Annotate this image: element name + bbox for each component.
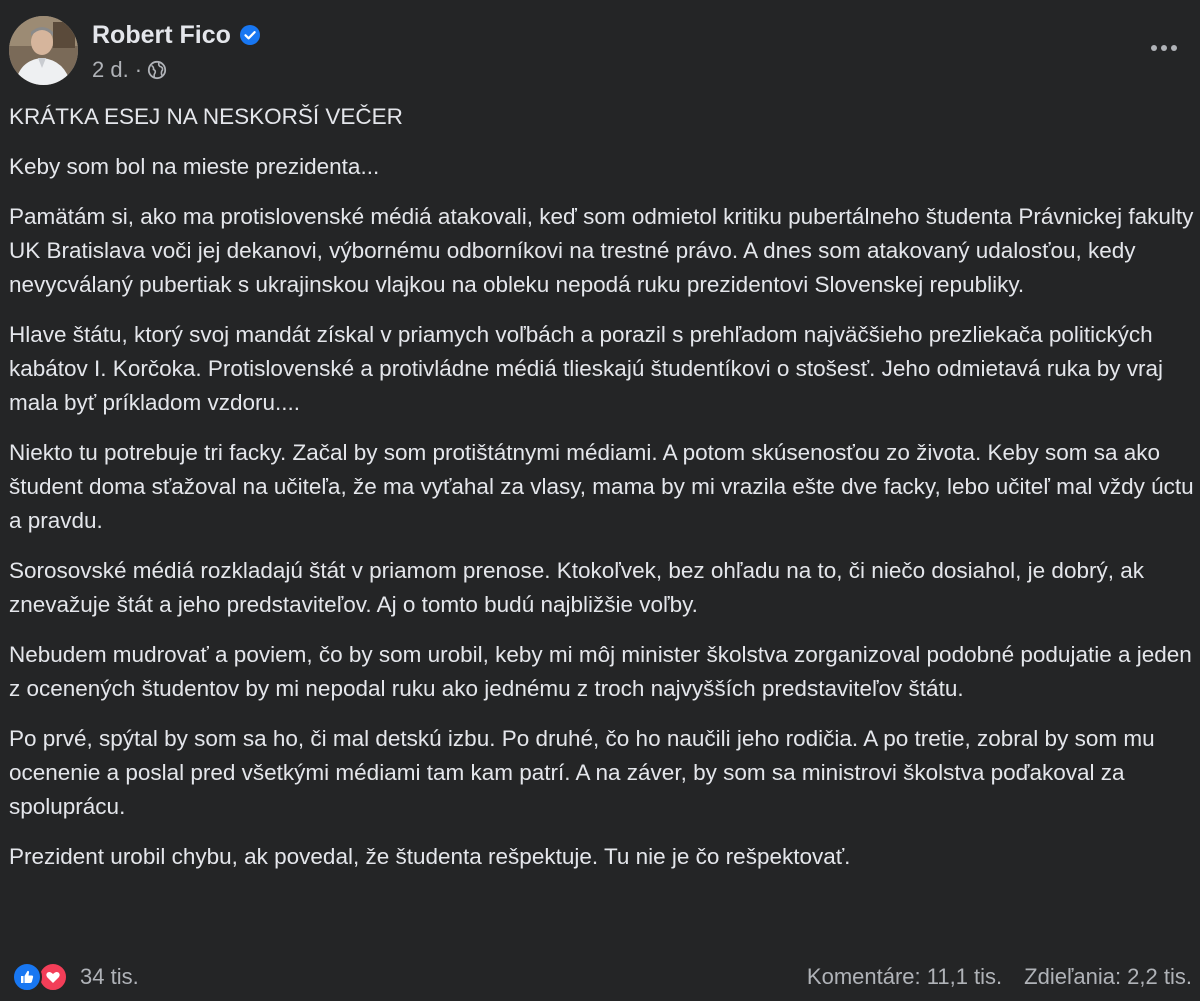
post-paragraph: Nebudem mudrovať a poviem, čo by som urobil, keby mi môj minister školstva zorganizoval podobné podujatie a jeden z ocenených študentov by mi nepodal ruku ako jednému z troch najvyšších predstaviteľov štátu. [9, 642, 1192, 701]
post-footer [0, 955, 1200, 999]
post-meta [92, 55, 167, 85]
love-reaction-icon [38, 962, 68, 992]
post-paragraph: Niekto tu potrebuje tri facky. Začal by som protištátnymi médiami. A potom skúsenosťou zo života. Keby som sa ako študent doma sťažoval na učiteľa, že ma vyťahal za vlasy, mama by mi vrazila ešte dve facky, lebo učiteľ mal vždy úctu a pravdu. [9, 440, 1194, 533]
verified-badge-icon [240, 25, 260, 45]
globe-icon[interactable] [147, 60, 167, 80]
post-paragraph: Po prvé, spýtal by som sa ho, či mal detskú izbu. Po druhé, čo ho naučili jeho rodičia. A po tretie, zobral by som mu ocenenie a poslal pred všetkými médiami tam kam patrí. A na záver, by som sa ministrovi školstva poďakoval za spoluprácu. [9, 726, 1155, 819]
comments-count[interactable]: Komentáre: 11,1 tis. [806, 964, 1003, 989]
dot-1 [1151, 45, 1157, 51]
meta-separator: · [134, 57, 143, 82]
shares-count[interactable]: Zdieľania: 2,2 tis. [1024, 964, 1192, 989]
like-reaction-icon [12, 962, 42, 992]
post-text [9, 100, 1195, 890]
post-timestamp[interactable]: 2 d. [92, 57, 129, 82]
post-paragraph: Pamätám si, ako ma protislovenské médiá atakovali, keď som odmietol kritiku pubertálneho študenta Právnickej fakulty UK Bratislava voči jej dekanovi, výbornému odborníkovi na trestné právo. A dnes som atakovaný udalosťou, kedy nevycválaný pubertiak s ukrajinskou vlajkou na obleku nepodá ruku prezidentovi Slovenskej republiky. [9, 204, 1194, 297]
dot-2 [1161, 45, 1167, 51]
post-paragraph: Hlave štátu, ktorý svoj mandát získal v priamych voľbách a porazil s prehľadom najväčšieho prezliekača politických kabátov I. Korčoka. Protislovenské a protivládne médiá tlieskajú študentíkovi o stošesť. Jeho odmietavá ruka by vraj mala byť príkladom vzdoru.... [9, 322, 1164, 415]
more-options-icon[interactable] [1142, 28, 1186, 68]
reactions-summary[interactable] [12, 961, 139, 993]
dot-3 [1171, 45, 1177, 51]
post-stats [807, 961, 1192, 993]
author-avatar[interactable] [9, 16, 78, 85]
post-paragraph: Keby som bol na mieste prezidenta... [9, 154, 380, 179]
post-paragraph: Prezident urobil chybu, ak povedal, že študenta rešpektuje. Tu nie je čo rešpektovať. [9, 844, 851, 869]
author-name[interactable]: Robert Fico [92, 20, 231, 49]
post-header [0, 0, 1200, 100]
reaction-count[interactable]: 34 tis. [80, 964, 139, 989]
author-row [92, 19, 260, 51]
post-paragraph: KRÁTKA ESEJ NA NESKORŠÍ VEČER [9, 104, 403, 129]
post-paragraph: Sorosovské médiá rozkladajú štát v priamom prenose. Ktokoľvek, bez ohľadu na to, či niečo dosiahol, je dobrý, ak znevažuje štát a jeho predstaviteľov. Aj o tomto budú najbližšie voľby. [9, 558, 1144, 617]
